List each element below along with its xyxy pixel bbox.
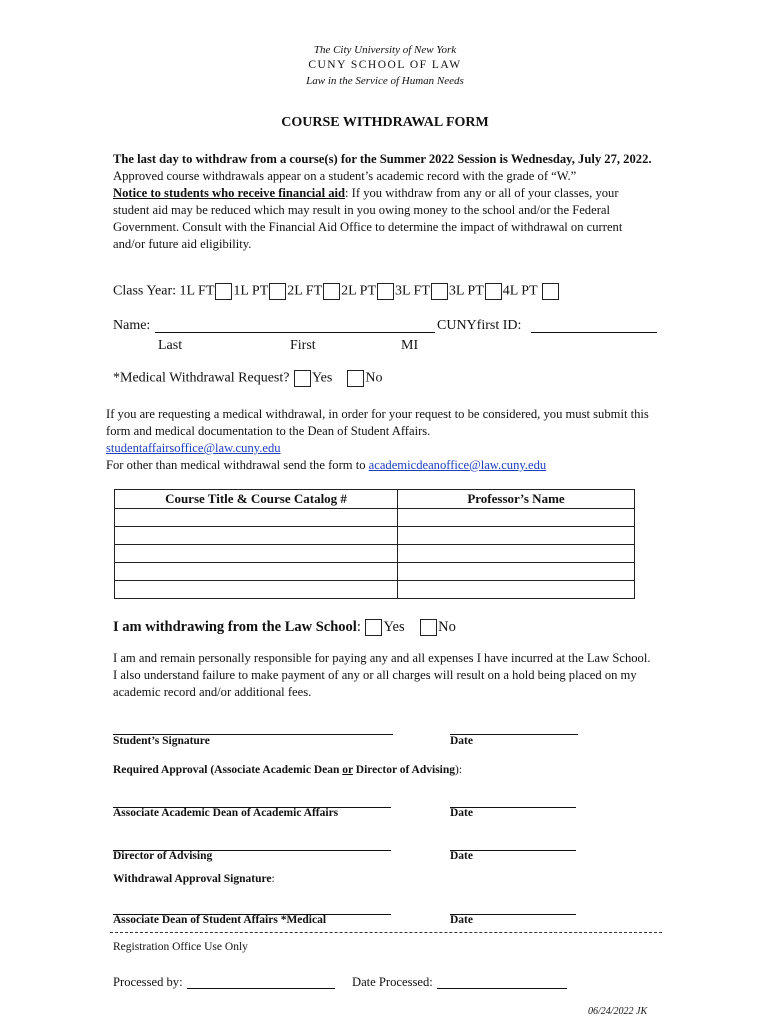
class-year-1l-pt-checkbox[interactable]	[269, 283, 286, 300]
school-name: CUNY SCHOOL OF LAW	[308, 59, 462, 71]
class-year-3l-ft-checkbox[interactable]	[431, 283, 448, 300]
page-title: COURSE WITHDRAWAL FORM	[281, 115, 489, 130]
notice-text: : If you withdraw from any or all of your classes, your student aid may be reduced which may result in you owing money to the school and/or the Federal Government. Consult with the Financial Aid Office to determine the impact of withdrawal on current and/or future aid eligibility.	[113, 186, 623, 251]
academic-dean-email-link[interactable]: academicdeanoffice@law.cuny.edu	[368, 458, 547, 472]
notice-label: Notice to students who receive financial aid	[113, 186, 346, 200]
responsibility-statement: I am and remain personally responsible for paying any and all expenses I have incurred at the Law School. I also understand failure to make payment of any or all charges will result on a hold being placed on my academic record and/or additional fees.	[113, 651, 651, 699]
table-row	[115, 581, 635, 599]
office-use-divider	[110, 932, 662, 933]
assoc-dean-academic-date-line[interactable]	[450, 793, 576, 808]
form-revision-code: 06/24/2022 JK	[588, 1006, 648, 1017]
director-advising-date-line[interactable]	[450, 836, 576, 851]
assoc-dean-academic-signature-line[interactable]	[113, 793, 391, 808]
class-year-2l-ft-checkbox[interactable]	[323, 283, 340, 300]
name-label: Name:	[113, 318, 151, 333]
assoc-dean-student-date-label: Date	[450, 914, 473, 926]
assoc-dean-student-signature-line[interactable]	[113, 900, 391, 915]
medical-request-row	[113, 370, 382, 387]
middle-initial-caption: MI	[401, 338, 419, 353]
medical-info-text: If you are requesting a medical withdrawal, in order for your request to be considered, you must submit this form and medical documentation to the Dean of Student Affairs.	[106, 407, 649, 438]
course-title-cell[interactable]	[115, 545, 398, 563]
course-title-cell[interactable]	[115, 581, 398, 599]
class-year-option-label: 1L PT	[233, 283, 269, 299]
other-withdrawal-text: For other than medical withdrawal send the form to	[106, 458, 369, 472]
medical-yes-checkbox[interactable]	[294, 370, 311, 387]
assoc-dean-student-label: Associate Dean of Student Affairs *Medical	[113, 914, 327, 926]
deadline-rest: Approved course withdrawals appear on a student’s academic record with the grade of “W.”	[113, 169, 577, 183]
table-row	[115, 527, 635, 545]
course-title-cell[interactable]	[115, 527, 398, 545]
student-date-label: Date	[450, 735, 473, 747]
class-year-row	[113, 283, 560, 300]
law-school-colon: :	[356, 619, 361, 635]
law-school-withdraw-row	[113, 619, 456, 636]
professor-name-cell[interactable]	[398, 509, 635, 527]
director-advising-signature-line[interactable]	[113, 836, 391, 851]
class-year-option-label: 3L PT	[448, 283, 484, 299]
processed-by-line[interactable]	[187, 974, 335, 989]
withdrawal-approval-text: Withdrawal Approval Signature	[113, 873, 272, 885]
course-title-cell[interactable]	[115, 509, 398, 527]
class-year-option-label: 2L FT	[287, 283, 323, 299]
professor-name-header: Professor’s Name	[398, 490, 635, 509]
name-input-line[interactable]	[155, 318, 435, 333]
processed-by-label: Processed by:	[113, 975, 183, 989]
student-date-line[interactable]	[450, 720, 578, 735]
law-school-no-checkbox[interactable]	[420, 619, 437, 636]
medical-no-checkbox[interactable]	[347, 370, 364, 387]
director-advising-date-label: Date	[450, 850, 473, 862]
required-approval-or: or	[342, 764, 353, 776]
table-row	[115, 545, 635, 563]
cunyfirst-id-label: CUNYfirst ID:	[437, 318, 522, 333]
required-approval-text: Required Approval (Associate Academic Dean	[113, 764, 343, 776]
law-school-yes-checkbox[interactable]	[365, 619, 382, 636]
class-year-1l-ft-checkbox[interactable]	[215, 283, 232, 300]
course-title-header: Course Title & Course Catalog #	[115, 490, 398, 509]
assoc-dean-student-date-line[interactable]	[450, 900, 576, 915]
first-name-caption: First	[290, 338, 316, 353]
class-year-option-label: 2L PT	[341, 283, 377, 299]
required-approval-text-2: Director of Advising	[352, 764, 456, 776]
student-signature-line[interactable]	[113, 720, 393, 735]
cunyfirst-id-input-line[interactable]	[531, 318, 657, 333]
required-approval-colon: ):	[455, 764, 463, 776]
professor-name-cell[interactable]	[398, 527, 635, 545]
law-school-no-label: No	[438, 619, 456, 635]
student-affairs-email-link[interactable]: studentaffairsoffice@law.cuny.edu	[106, 441, 281, 455]
medical-yes-label: Yes	[311, 370, 333, 386]
student-signature-label: Student’s Signature	[113, 735, 210, 747]
date-processed-line[interactable]	[437, 974, 567, 989]
assoc-dean-academic-label: Associate Academic Dean of Academic Affairs	[113, 807, 339, 819]
class-year-option-label: 1L FT	[179, 283, 215, 299]
law-school-yes-label: Yes	[383, 619, 405, 635]
director-advising-label: Director of Advising	[113, 850, 213, 862]
last-name-caption: Last	[158, 338, 183, 353]
school-motto: Law in the Service of Human Needs	[306, 75, 464, 87]
class-year-option-label: 3L FT	[395, 283, 430, 299]
course-table	[114, 489, 635, 599]
professor-name-cell[interactable]	[398, 563, 635, 581]
deadline-bold: The last day to withdraw from a course(s) for the Summer 2022 Session is Wednesday, July 27, 2022.	[113, 152, 652, 166]
class-year-option-label: 4L PT	[502, 283, 538, 299]
class-year-3l-pt-checkbox[interactable]	[485, 283, 502, 300]
university-name: The City University of New York	[313, 44, 457, 56]
law-school-withdraw-label: I am withdrawing from the Law School	[113, 619, 357, 635]
table-row	[115, 509, 635, 527]
medical-request-label: *Medical Withdrawal Request?	[113, 370, 290, 386]
professor-name-cell[interactable]	[398, 581, 635, 599]
medical-no-label: No	[365, 370, 383, 386]
office-use-label: Registration Office Use Only	[113, 941, 248, 953]
required-approval-label	[113, 764, 462, 776]
course-title-cell[interactable]	[115, 563, 398, 581]
medical-info	[106, 406, 656, 474]
date-processed-label: Date Processed:	[352, 975, 433, 989]
assoc-dean-academic-date-label: Date	[450, 807, 473, 819]
table-row	[115, 563, 635, 581]
class-year-2l-pt-checkbox[interactable]	[377, 283, 394, 300]
class-year-4l-pt-checkbox[interactable]	[542, 283, 559, 300]
deadline-paragraph	[113, 151, 653, 253]
withdrawal-approval-label	[113, 873, 275, 885]
class-year-label: Class Year:	[113, 283, 177, 299]
withdrawal-approval-colon: :	[271, 873, 275, 885]
professor-name-cell[interactable]	[398, 545, 635, 563]
